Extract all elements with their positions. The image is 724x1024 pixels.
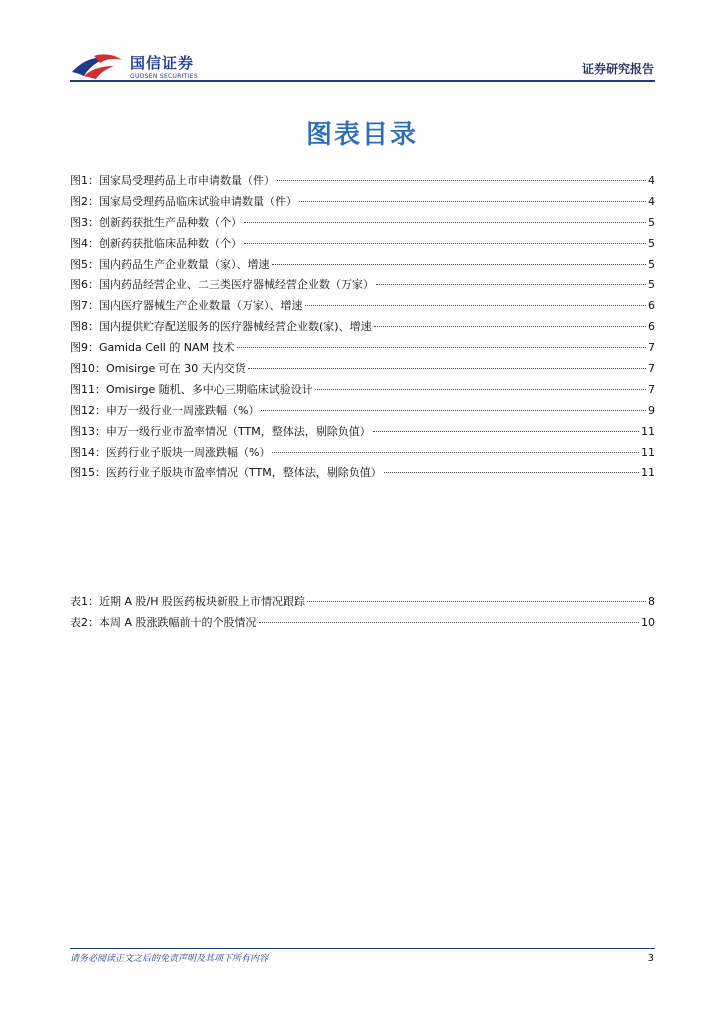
table-title: 近期 A 股/H 股医药板块新股上市情况跟踪 <box>99 595 305 608</box>
footer-divider <box>70 948 655 949</box>
figure-label: 图2： <box>70 194 99 208</box>
table-entry[interactable] <box>70 592 655 613</box>
figure-page-number: 5 <box>648 257 655 271</box>
figure-page-number: 11 <box>641 445 655 459</box>
figure-entry[interactable] <box>70 213 655 234</box>
figure-page-number: 11 <box>641 466 655 480</box>
figure-entry[interactable] <box>70 275 655 296</box>
figure-title: 申万一级行业一周涨跌幅（%） <box>106 403 260 417</box>
company-logo <box>70 52 198 80</box>
figure-entry[interactable] <box>70 401 655 422</box>
figure-page-number: 6 <box>648 320 655 334</box>
figure-page-number: 11 <box>641 424 655 438</box>
figure-label: 图3： <box>70 215 99 229</box>
page-number: 3 <box>647 953 654 964</box>
figure-title: 国内药品生产企业数量（家）、增速 <box>99 257 270 271</box>
figure-label: 图11： <box>70 382 106 396</box>
figure-entry[interactable] <box>70 338 655 359</box>
figure-title: 申万一级行业市盈率情况（TTM，整体法，剔除负值） <box>106 424 371 438</box>
figure-page-number: 4 <box>648 194 655 208</box>
guosen-logo-icon <box>70 52 124 80</box>
figure-page-number: 7 <box>648 341 655 355</box>
figure-page-number: 6 <box>648 299 655 313</box>
dot-leader <box>376 284 646 285</box>
disclaimer-note: 请务必阅读正文之后的免责声明及其项下所有内容 <box>70 954 269 964</box>
figure-list <box>70 171 655 484</box>
figure-entry[interactable] <box>70 255 655 276</box>
figure-page-number: 5 <box>648 215 655 229</box>
dot-leader <box>307 601 646 602</box>
dot-leader <box>299 201 646 202</box>
figure-title: Gamida Cell 的 NAM 技术 <box>99 341 235 355</box>
page-header <box>0 0 724 90</box>
table-entry[interactable] <box>70 613 655 634</box>
figure-title: 医药行业子版块市盈率情况（TTM，整体法，剔除负值） <box>106 466 382 480</box>
figure-label: 图14： <box>70 445 106 459</box>
figure-label: 图15： <box>70 466 106 480</box>
report-type-label: 证券研究报告 <box>581 62 654 76</box>
header-divider <box>70 80 655 82</box>
figure-page-number: 5 <box>648 278 655 292</box>
figure-label: 图4： <box>70 236 99 250</box>
dot-leader <box>248 368 646 369</box>
figure-title: 创新药获批临床品种数（个） <box>99 236 242 250</box>
figure-label: 图1： <box>70 174 99 187</box>
dot-leader <box>373 431 639 432</box>
figure-label: 图6： <box>70 278 99 292</box>
figure-entry[interactable] <box>70 296 655 317</box>
figure-page-number: 4 <box>648 174 655 187</box>
figure-entry[interactable] <box>70 171 655 192</box>
figure-page-number: 7 <box>648 362 655 376</box>
dot-leader <box>244 222 646 223</box>
figure-page-number: 7 <box>648 382 655 396</box>
table-page-number: 8 <box>648 595 655 608</box>
table-title: 本周 A 股涨跌幅前十的个股情况 <box>99 615 257 629</box>
dot-leader <box>277 180 646 181</box>
dot-leader <box>374 326 646 327</box>
figure-entry[interactable] <box>70 317 655 338</box>
figure-entry[interactable] <box>70 443 655 464</box>
figure-label: 图13： <box>70 424 106 438</box>
figure-title: 国内提供贮存配送服务的医疗器械经营企业数(家)、增速 <box>99 320 372 334</box>
figure-title: 国内药品经营企业、二三类医疗器械经营企业数（万家） <box>99 278 374 292</box>
figure-label: 图8： <box>70 320 99 334</box>
figure-label: 图12： <box>70 403 106 417</box>
figure-entry[interactable] <box>70 463 655 484</box>
figure-title: 国家局受理药品上市申请数量（件） <box>99 174 275 187</box>
toc-title: 图表目录 <box>305 120 418 150</box>
figure-page-number: 9 <box>648 403 655 417</box>
dot-leader <box>261 410 646 411</box>
dot-leader <box>272 264 647 265</box>
figure-label: 图9： <box>70 341 99 355</box>
figure-title: 国内医疗器械生产企业数量（万家）、增速 <box>99 299 303 313</box>
table-label: 表1： <box>70 595 99 608</box>
figure-entry[interactable] <box>70 192 655 213</box>
table-list <box>70 592 655 634</box>
dot-leader <box>315 389 646 390</box>
dot-leader <box>244 243 646 244</box>
dot-leader <box>259 622 639 623</box>
figure-entry[interactable] <box>70 422 655 443</box>
figure-label: 图7： <box>70 299 99 313</box>
figure-entry[interactable] <box>70 234 655 255</box>
table-label: 表2： <box>70 615 99 629</box>
figure-label: 图10： <box>70 362 106 376</box>
dot-leader <box>384 472 639 473</box>
dot-leader <box>305 305 647 306</box>
figure-title: 国家局受理药品临床试验申请数量（件） <box>99 194 297 208</box>
dot-leader <box>237 347 646 348</box>
figure-page-number: 5 <box>648 236 655 250</box>
figure-title: Omisirge 可在 30 天内交货 <box>106 362 246 376</box>
logo-chinese-name: 国信证券 <box>130 54 195 72</box>
figure-entry[interactable] <box>70 359 655 380</box>
table-page-number: 10 <box>641 615 655 629</box>
logo-english-name: GUOSEN SECURITIES <box>130 73 199 80</box>
figure-entry[interactable] <box>70 380 655 401</box>
figure-title: Omisirge 随机、多中心三期临床试验设计 <box>106 382 313 396</box>
figure-label: 图5： <box>70 257 99 271</box>
dot-leader <box>272 452 639 453</box>
figure-title: 创新药获批生产品种数（个） <box>99 215 242 229</box>
figure-title: 医药行业子版块一周涨跌幅（%） <box>106 445 271 459</box>
